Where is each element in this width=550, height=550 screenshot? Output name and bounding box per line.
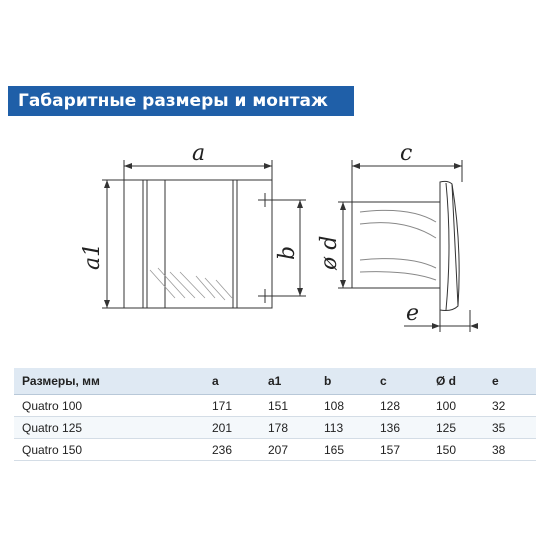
table-cell: 207 bbox=[260, 439, 316, 461]
table-cell: 125 bbox=[428, 417, 484, 439]
mount-hole-marks bbox=[258, 193, 272, 303]
table-cell: 151 bbox=[260, 395, 316, 417]
col-header: a bbox=[204, 368, 260, 395]
label-d: ø d bbox=[317, 235, 342, 270]
dimensions-table bbox=[14, 368, 536, 461]
table-cell: 157 bbox=[372, 439, 428, 461]
table-cell: 150 bbox=[428, 439, 484, 461]
col-header: e bbox=[484, 368, 536, 395]
label-c: c bbox=[400, 141, 413, 166]
col-header: c bbox=[372, 368, 428, 395]
table-row bbox=[14, 439, 536, 461]
table-cell: 165 bbox=[316, 439, 372, 461]
table-cell: Quatro 100 bbox=[14, 395, 204, 417]
label-b: b bbox=[275, 245, 300, 260]
label-a: a bbox=[192, 141, 206, 166]
table-cell: Quatro 150 bbox=[14, 439, 204, 461]
table-cell: 32 bbox=[484, 395, 536, 417]
table-cell: 38 bbox=[484, 439, 536, 461]
table-cell: 136 bbox=[372, 417, 428, 439]
table-cell: 201 bbox=[204, 417, 260, 439]
table-row bbox=[14, 395, 536, 417]
dimension-drawing bbox=[0, 120, 550, 350]
section-title: Габаритные размеры и монтаж bbox=[8, 86, 354, 116]
front-view-outline bbox=[124, 180, 272, 308]
table-header-row bbox=[14, 368, 536, 395]
table-cell: 35 bbox=[484, 417, 536, 439]
table-cell: Quatro 125 bbox=[14, 417, 204, 439]
table-cell: 178 bbox=[260, 417, 316, 439]
table-cell: 128 bbox=[372, 395, 428, 417]
table-cell: 171 bbox=[204, 395, 260, 417]
label-e: e bbox=[406, 301, 420, 326]
col-header: Ø d bbox=[428, 368, 484, 395]
table-row bbox=[14, 417, 536, 439]
col-header: b bbox=[316, 368, 372, 395]
table-cell: 236 bbox=[204, 439, 260, 461]
col-header: a1 bbox=[260, 368, 316, 395]
label-a1: a1 bbox=[80, 242, 105, 270]
table-cell: 108 bbox=[316, 395, 372, 417]
table-cell: 100 bbox=[428, 395, 484, 417]
table-cell: 113 bbox=[316, 417, 372, 439]
side-view-body bbox=[352, 202, 440, 288]
col-header: Размеры, мм bbox=[14, 368, 204, 395]
